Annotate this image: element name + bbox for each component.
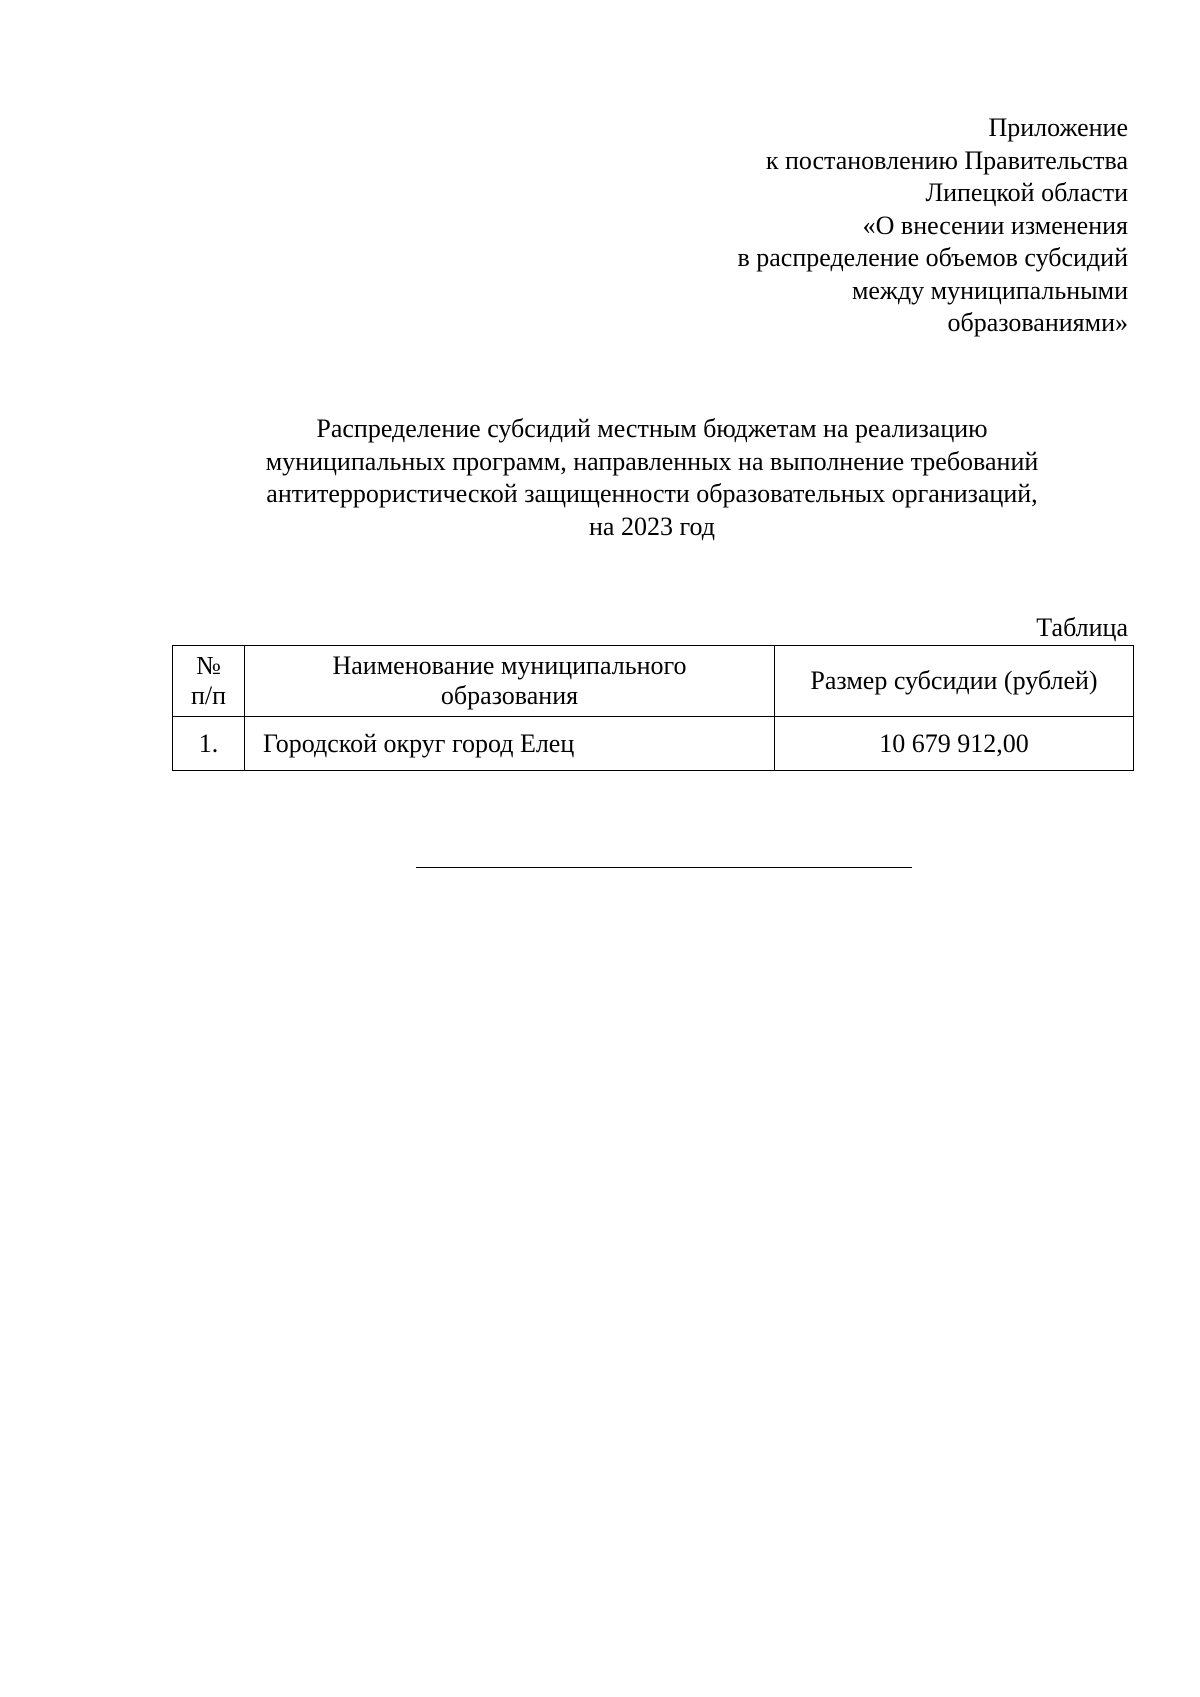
subsidy-table — [172, 645, 1134, 771]
appendix-line: к постановлению Правительства — [765, 145, 1128, 175]
row-municipality-name: Городской округ город Елец — [245, 717, 775, 771]
document-title — [222, 413, 1082, 543]
row-num: 1. — [173, 717, 245, 771]
title-line: на 2023 год — [589, 511, 715, 541]
title-line: Распределение субсидий местным бюджетам на реализацию — [316, 414, 988, 443]
table-header-row — [173, 646, 1134, 717]
header-num: № п/п — [173, 646, 245, 717]
title-line: антитеррористической защищенности образовательных организаций, — [266, 479, 1038, 508]
end-divider-line — [416, 867, 912, 868]
appendix-line: Липецкой области — [925, 178, 1128, 207]
appendix-line: между муниципальными — [851, 275, 1128, 305]
header-amount: Размер субсидии (рублей) — [775, 646, 1134, 717]
appendix-line: «О внесении изменения — [862, 210, 1128, 240]
appendix-line: в распределение объемов субсидий — [737, 243, 1128, 272]
table-row — [173, 717, 1134, 771]
appendix-line: образованиями» — [947, 308, 1128, 337]
header-name: Наименование муниципального образования — [245, 646, 775, 717]
title-line: муниципальных программ, направленных на выполнение требований — [265, 446, 1039, 476]
appendix-line: Приложение — [988, 113, 1128, 142]
row-subsidy-amount: 10 679 912,00 — [775, 717, 1134, 771]
appendix-header — [568, 112, 1128, 340]
table-caption: Таблица — [1036, 613, 1128, 642]
